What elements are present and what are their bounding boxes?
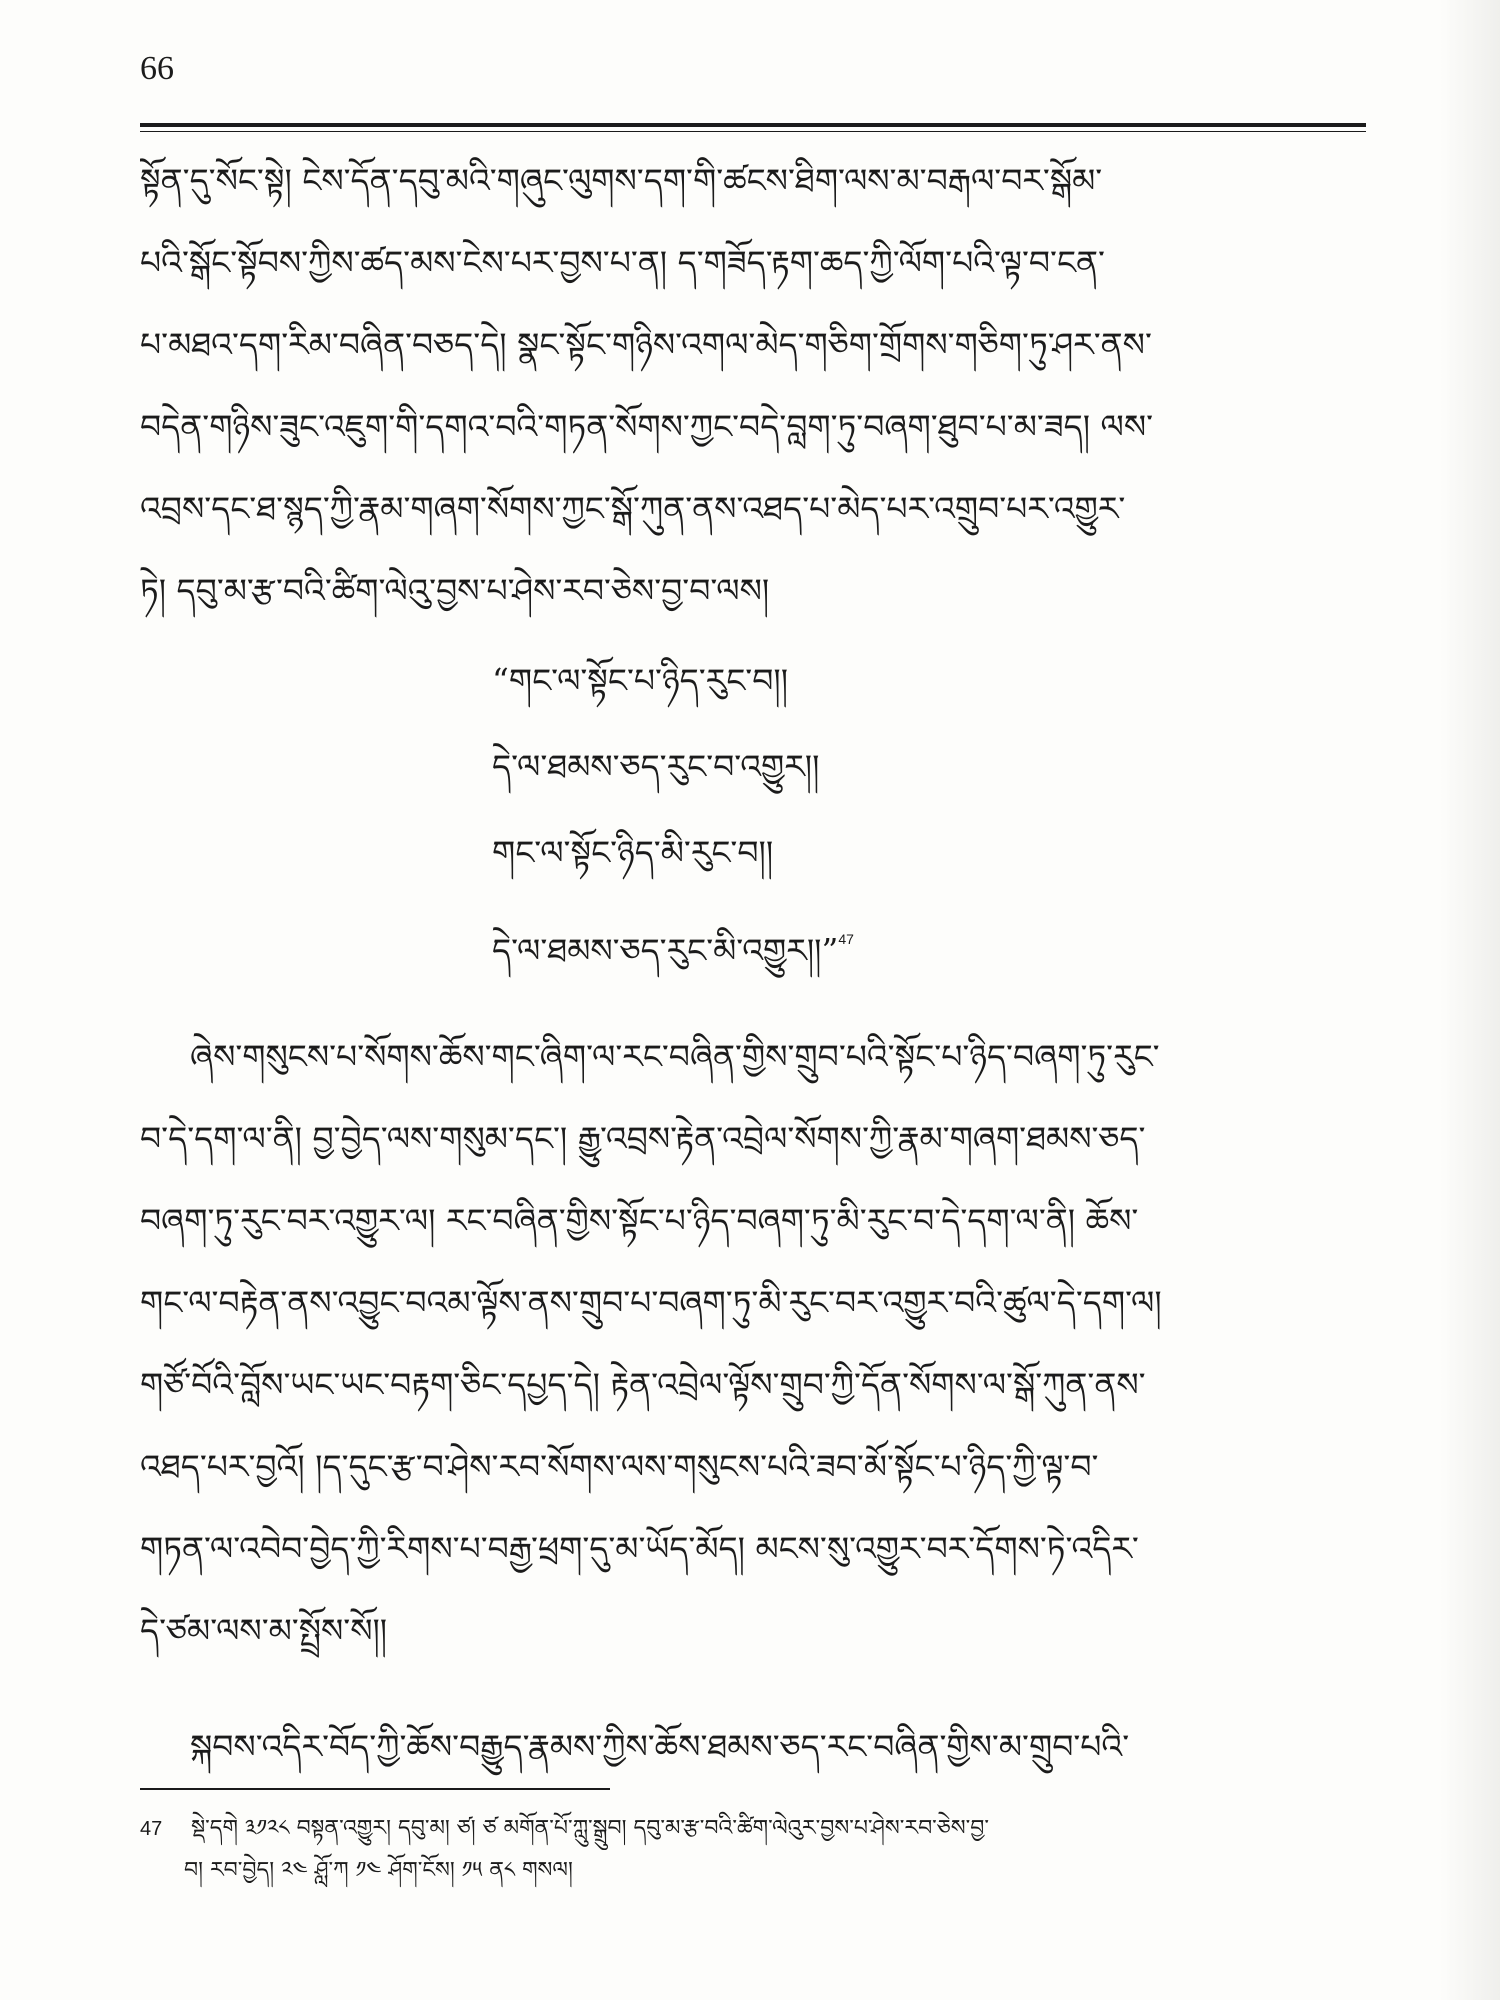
paragraph-line: གང་ལ་བརྟེན་ནས་འབྱུང་བའམ་ལྟོས་ནས་གྲུབ་པ་བཞག་ཏུ་མི་རུང་བར་འགྱུར་བའི་ཚུལ་དེ་དག་ལ། [140,1283,1162,1322]
verse-line-text: དེ་ལ་ཐམས་ཅད་རུང་མི་འགྱུར།།” [492,931,839,970]
paragraph-line: ཞེས་གསུངས་པ་སོགས་ཆོས་གང་ཞིག་ལ་རང་བཞིན་གྱིས་གྲུབ་པའི་སྟོང་པ་ཉིད་བཞག་ཏུ་རུང་ [190,1037,1160,1076]
paragraph-line: བདེན་གཉིས་ཟུང་འཇུག་གི་དགའ་བའི་གཏན་སོགས་ཀྱང་བདེ་བླག་ཏུ་བཞག་ཐུབ་པ་མ་ཟད། ལས་ [140,407,1154,446]
footnote [140,1808,1366,1892]
verse-line: “གང་ལ་སྟོང་པ་ཉིད་རུང་བ།། [492,661,789,700]
header-rule [140,123,1366,127]
verse-line-last [140,896,1366,982]
page-edge-shadow [1440,0,1500,2000]
paragraph-2 [140,1016,1366,1672]
footnote-number: 47 [140,1818,163,1840]
paragraph-line: འབྲས་དང་ཐ་སྙད་ཀྱི་རྣམ་གཞག་སོགས་ཀྱང་སྒོ་ཀུན་ནས་འཐད་པ་མེད་པར་འགྲུབ་པར་འགྱུར་ [140,489,1126,528]
paragraph-line: འཐད་པར་བྱའོ། །ད་དུང་རྩ་བ་ཤེས་རབ་སོགས་ལས་གསུངས་པའི་ཟབ་མོ་སྟོང་པ་ཉིད་ཀྱི་ལྟ་བ་ [140,1447,1099,1486]
footnote-reference[interactable]: 47 [838,931,854,947]
verse-quote [140,638,1366,982]
paragraph-line: པ་མཐའ་དག་རིམ་བཞིན་བཅད་དེ། སྣང་སྟོང་གཉིས་འགལ་མེད་གཅིག་གྲོགས་གཅིག་ཏུ་ཤར་ནས་ [140,325,1152,364]
footnote-rule [140,1788,610,1790]
paragraph-line: གཏན་ལ་འབེབ་བྱེད་ཀྱི་རིགས་པ་བརྒྱ་ཕྲག་དུ་མ་ཡོད་མོད། མངས་སུ་འགྱུར་བར་དོགས་ཏེ་འདིར་ [140,1529,1139,1568]
page-number: 66 [140,50,174,87]
paragraph-line: དེ་ཙམ་ལས་མ་སྤྲོས་སོ།། [140,1611,388,1650]
paragraph-line: སྟོན་དུ་སོང་སྟེ། ངེས་དོན་དབུ་མའི་གཞུང་ལུགས་དག་གི་ཚངས་ཐིག་ལས་མ་བརྒལ་བར་སྒོམ་ [140,161,1103,200]
verse-line: གང་ལ་སྟོང་ཉིད་མི་རུང་བ།། [492,833,774,872]
body-text [140,140,1366,1788]
footnote-line: བ། རབ་བྱེད། ༢༤ ཤློ་ཀ ༡༤ ཤོག་ངོས། ༡༥ ན༨ གསལ། [184,1858,573,1883]
footnote-text: སྡེ་དགེ ༣༡༢༨ བསྟན་འགྱུར། དབུ་མ། ཙ། ཙ མགོན་པོ་ཀླུ་སྒྲུབ། དབུ་མ་རྩ་བའི་ཚིག་ལེའུར་བྱས་པ་ཤེས་རབ་ཅེས་བྱ་ [184,1816,989,1841]
paragraph-line: བ་དེ་དག་ལ་ནི། བྱ་བྱེད་ལས་གསུམ་དང་། རྒྱུ་འབྲས་རྟེན་འབྲེལ་སོགས་ཀྱི་རྣམ་གཞག་ཐམས་ཅད་ [140,1119,1146,1158]
paragraph-line: གཙོ་བོའི་བློས་ཡང་ཡང་བརྟག་ཅིང་དཔྱད་དེ། རྟེན་འབྲེལ་ལྟོས་གྲུབ་ཀྱི་དོན་སོགས་ལ་སྒོ་ཀུན་ནས་ [140,1365,1146,1404]
verse-line: དེ་ལ་ཐམས་ཅད་རུང་བ་འགྱུར།། [492,747,820,786]
header-rule-thin [140,131,1366,132]
footnote-line [140,1808,1366,1850]
paragraph-line: སྐབས་འདིར་བོད་ཀྱི་ཆོས་བརྒྱུད་རྣམས་ཀྱིས་ཆོས་ཐམས་ཅད་རང་བཞིན་གྱིས་མ་གྲུབ་པའི་ [190,1727,1130,1766]
paragraph-3 [140,1706,1366,1788]
paragraph-line: པའི་སྒོང་སྟོབས་ཀྱིས་ཚད་མས་ངེས་པར་བྱས་པ་ན། ད་གཟོད་རྟག་ཆད་ཀྱི་ལོག་པའི་ལྟ་བ་ངན་ [140,243,1105,282]
paragraph-line: བཞག་ཏུ་རུང་བར་འགྱུར་ལ། རང་བཞིན་གྱིས་སྟོང་པ་ཉིད་བཞག་ཏུ་མི་རུང་བ་དེ་དག་ལ་ནི། ཆོས་ [140,1201,1139,1240]
paragraph-line: ཏེ། དབུ་མ་རྩ་བའི་ཚིག་ལེའུ་བྱས་པ་ཤེས་རབ་ཅེས་བྱ་བ་ལས། [140,571,770,610]
paragraph-1 [140,140,1366,632]
